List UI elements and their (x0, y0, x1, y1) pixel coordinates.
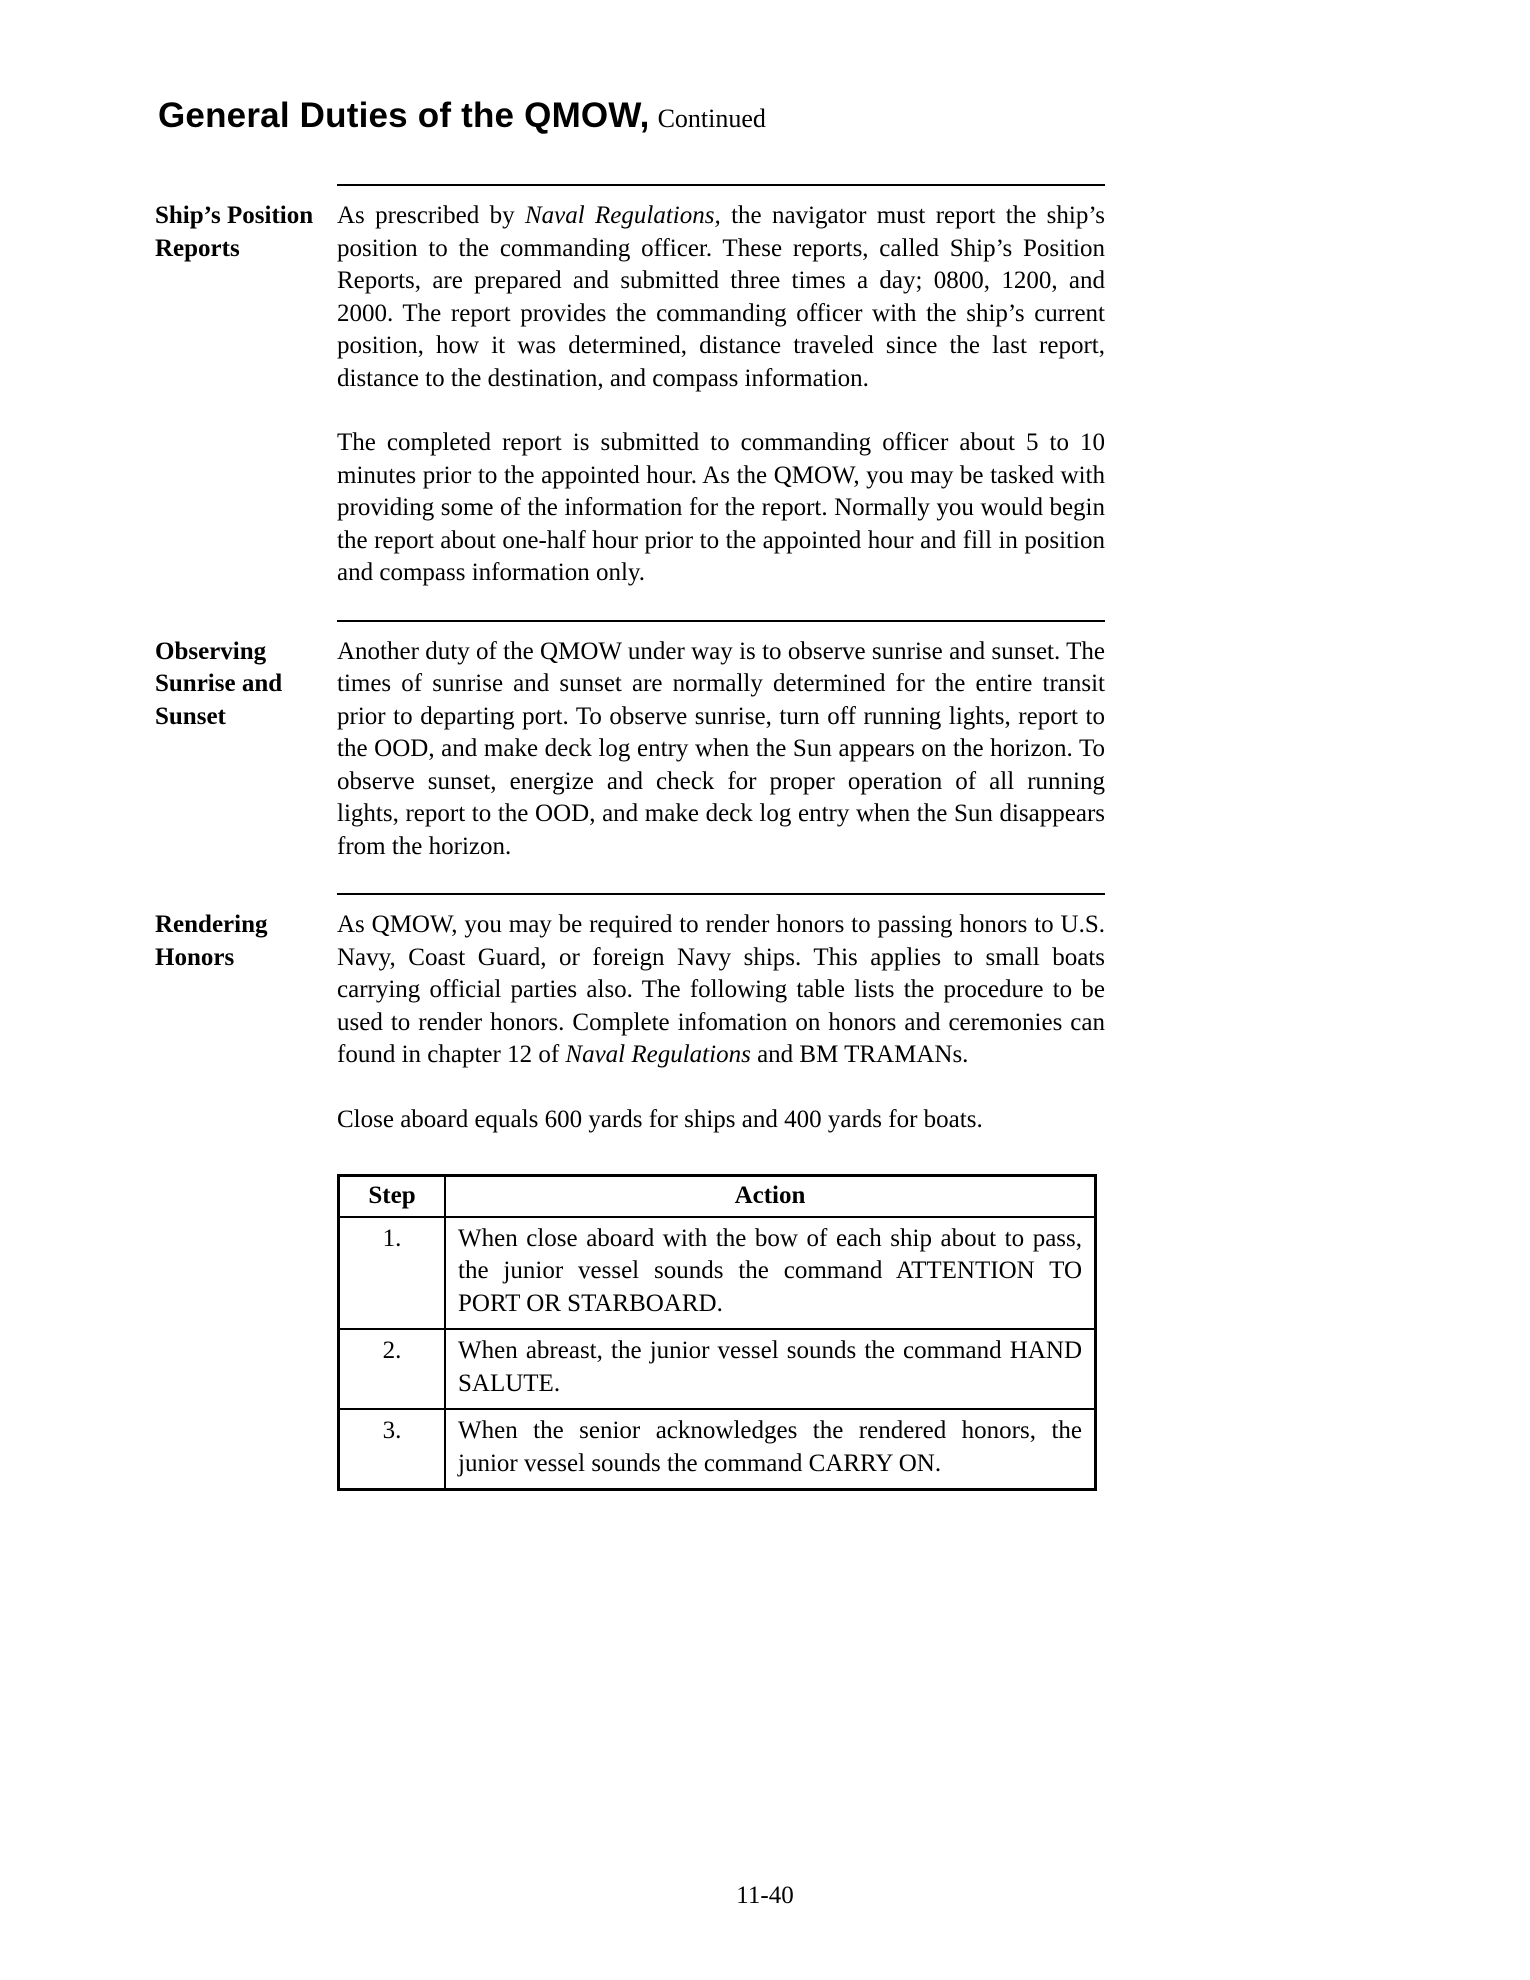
section-body (337, 636, 1105, 864)
step-cell: 1. (339, 1217, 446, 1330)
action-cell: When close aboard with the bow of each ship about to pass, the junior vessel sounds the command ATTENTION TO PORT OR STARBOARD. (445, 1217, 1096, 1330)
honors-table (337, 1174, 1097, 1491)
table-header-row (339, 1176, 1096, 1217)
page-footer (0, 1882, 1530, 1910)
paragraph (337, 200, 1105, 395)
action-cell: When abreast, the junior vessel sounds the command HAND SALUTE. (445, 1329, 1096, 1409)
section-body (337, 200, 1105, 590)
section-observing-sunrise-sunset (155, 622, 1105, 894)
paragraph-italic-text: Naval Regulations, (524, 202, 721, 229)
page-header (158, 96, 1530, 136)
section-label: Rendering Honors (155, 911, 268, 971)
step-cell: 2. (339, 1329, 446, 1409)
paragraph-text: and BM TRAMANs. (750, 1041, 969, 1068)
paragraph-text: As prescribed by (337, 202, 525, 229)
page-title-continued: Continued (657, 104, 766, 133)
action-cell: When the senior acknowledges the rendered honors, the junior vessel sounds the command CARRY ON. (445, 1409, 1096, 1490)
page-content (155, 184, 1105, 1521)
section-body (337, 909, 1105, 1491)
honors-table-body (339, 1217, 1096, 1490)
section-label: Observing Sunrise and Sunset (155, 637, 283, 730)
section-rendering-honors (155, 895, 1105, 1521)
table-row (339, 1217, 1096, 1330)
paragraph: The completed report is submitted to commanding officer about 5 to 10 minutes prior to the appointed hour. As the QMOW, you may be tasked with providing some of the information for the report. Normally you would begin the report about one-half hour prior to the appointed hour and fill in position and compass information only. (337, 429, 1105, 586)
step-cell: 3. (339, 1409, 446, 1490)
page-title: General Duties of the QMOW, (158, 96, 650, 135)
paragraph (337, 909, 1105, 1072)
paragraph-text: As QMOW, you may be required to render honors to passing honors to U.S. Navy, Coast Guard, or foreign Navy ships. This applies to small boats carrying official parties also. The following table lists the procedure to be used to render honors. Complete infomation on honors and ceremonies can found in chapter 12 of (337, 911, 1105, 1068)
honors-table-head (339, 1176, 1096, 1217)
table-row (339, 1329, 1096, 1409)
table-row (339, 1409, 1096, 1490)
table-header-action: Action (445, 1176, 1096, 1217)
paragraph-italic-text: Naval Regulations (565, 1041, 751, 1068)
paragraph: Close aboard equals 600 yards for ships and 400 yards for boats. (337, 1105, 983, 1133)
paragraph-text: the navigator must report the ship’s position to the commanding officer. These reports, called Ship’s Position Reports, are prepared and submitted three times a day; 0800, 1200, and 2000. The report provides the commanding officer with the ship’s current position, how it was determined, distance traveled since the last report, distance to the destination, and compass information. (337, 202, 1106, 392)
page-number: 11-40 (736, 1882, 794, 1909)
paragraph: Another duty of the QMOW under way is to observe sunrise and sunset. The times of sunrise and sunset are normally determined for the entire transit prior to departing port. To observe sunrise, turn off running lights, report to the OOD, and make deck log entry when the Sun appears on the horizon. To observe sunset, energize and check for proper operation of all running lights, report to the OOD, and make deck log entry when the Sun disappears from the horizon. (337, 637, 1105, 860)
section-ships-position-reports (155, 186, 1105, 620)
section-label: Ship’s Position Reports (155, 202, 314, 262)
table-header-step: Step (339, 1176, 446, 1217)
